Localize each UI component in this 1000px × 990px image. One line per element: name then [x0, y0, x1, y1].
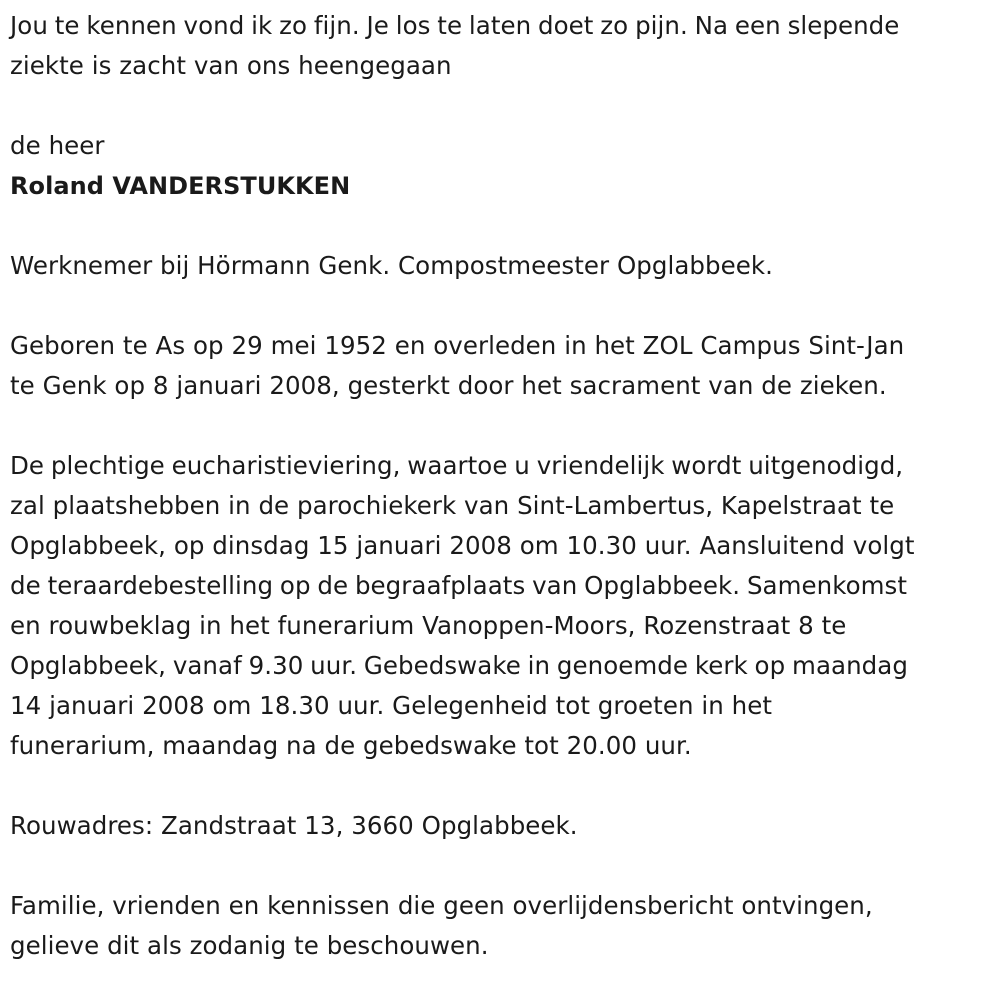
spacer: [10, 206, 992, 246]
occupation: Werknemer bij Hörmann Genk. Compostmeester Opglabbeek.: [10, 251, 773, 280]
deceased-name: Roland VANDERSTUKKEN: [10, 172, 351, 200]
spacer: [10, 286, 992, 326]
ceremony-line-1: De plechtige eucharistieviering, waartoe u vriendelijk wordt uitgenodigd,: [10, 451, 904, 480]
spacer: [10, 766, 992, 806]
spacer: [10, 406, 992, 446]
obituary-text: [10, 6, 992, 966]
ceremony-line-7: 14 januari 2008 om 18.30 uur. Gelegenheid tot groeten in het: [10, 691, 772, 720]
birth-death-line-1: Geboren te As op 29 mei 1952 en overleden in het ZOL Campus Sint-Jan: [10, 331, 905, 360]
honorific: de heer: [10, 131, 105, 160]
ceremony-line-8: funerarium, maandag na de gebedswake tot 20.00 uur.: [10, 731, 692, 760]
mourning-address: Rouwadres: Zandstraat 13, 3660 Opglabbeek.: [10, 811, 578, 840]
spacer: [10, 86, 992, 126]
opening-line-2: ziekte is zacht van ons heengegaan: [10, 51, 452, 80]
closing-line-2: gelieve dit als zodanig te beschouwen.: [10, 931, 489, 960]
spacer: [10, 846, 992, 886]
ceremony-line-2: zal plaatshebben in de parochiekerk van Sint-Lambertus, Kapelstraat te: [10, 491, 895, 520]
ceremony-line-4: de teraardebestelling op de begraafplaats van Opglabbeek. Samenkomst: [10, 571, 908, 600]
opening-line-1: Jou te kennen vond ik zo fijn. Je los te laten doet zo pijn. Na een slepende: [10, 11, 900, 40]
ceremony-line-3: Opglabbeek, op dinsdag 15 januari 2008 om 10.30 uur. Aansluitend volgt: [10, 531, 915, 560]
ceremony-line-6: Opglabbeek, vanaf 9.30 uur. Gebedswake in genoemde kerk op maandag: [10, 651, 908, 680]
ceremony-line-5: en rouwbeklag in het funerarium Vanoppen-Moors, Rozenstraat 8 te: [10, 611, 847, 640]
birth-death-line-2: te Genk op 8 januari 2008, gesterkt door het sacrament van de zieken.: [10, 371, 887, 400]
closing-line-1: Familie, vrienden en kennissen die geen overlijdensbericht ontvingen,: [10, 891, 873, 920]
